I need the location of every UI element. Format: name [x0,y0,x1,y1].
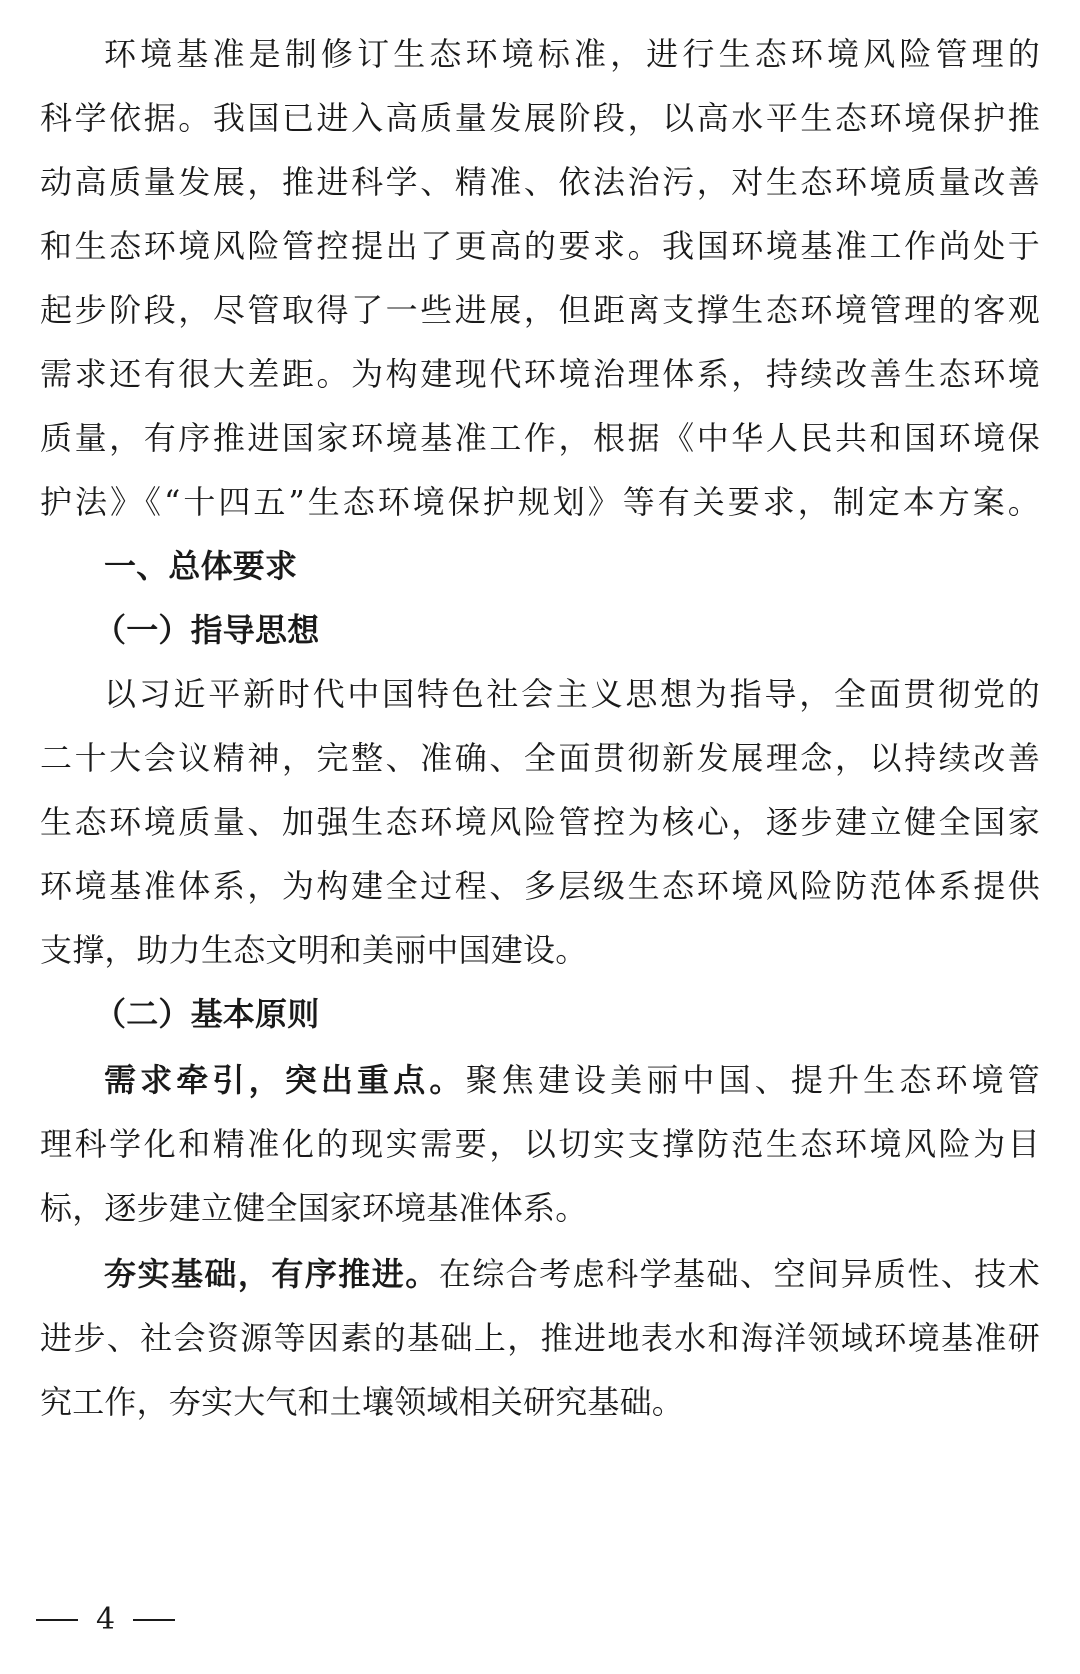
principle-1-line-2: 理科学化和精准化的现实需要，以切实支撑防范生态环境风险为目 [40,1125,1040,1163]
intro-line-6: 需求还有很大差距。为构建现代环境治理体系，持续改善生态环境 [40,355,1040,393]
page-number: 4 [96,1602,116,1637]
guiding-line-5: 支撑，助力生态文明和美丽中国建设。 [40,931,588,969]
principle-2-first-text: 在综合考虑科学基础、空间异质性、技术 [438,1255,1040,1293]
footer-dash-left [36,1619,78,1621]
section-heading: 一、总体要求 [104,547,298,585]
guiding-line-3: 生态环境质量、加强生态环境风险管控为核心，逐步建立健全国家 [40,803,1040,841]
intro-line-4: 和生态环境风险管控提出了更高的要求。我国环境基准工作尚处于 [40,227,1040,265]
principle-1-lead: 需求牵引，突出重点。 [104,1061,466,1099]
guiding-line-4: 环境基准体系，为构建全过程、多层级生态环境风险防范体系提供 [40,867,1040,905]
intro-line-1: 环境基准是制修订生态环境标准，进行生态环境风险管理的 [104,35,1040,73]
intro-line-7: 质量，有序推进国家环境基准工作，根据《中华人民共和国环境保 [40,419,1040,457]
principle-2-line-2: 进步、社会资源等因素的基础上，推进地表水和海洋领域环境基准研 [40,1319,1040,1357]
intro-line-5: 起步阶段，尽管取得了一些进展，但距离支撑生态环境管理的客观 [40,291,1040,329]
intro-line-2: 科学依据。我国已进入高质量发展阶段，以高水平生态环境保护推 [40,99,1040,137]
principle-1-first-text: 聚焦建设美丽中国、提升生态环境管 [465,1061,1040,1099]
footer-dash-right [133,1619,175,1621]
guiding-line-2: 二十大会议精神，完整、准确、全面贯彻新发展理念，以持续改善 [40,739,1040,777]
intro-line-3: 动高质量发展，推进科学、精准、依法治污，对生态环境质量改善 [40,163,1040,201]
page-footer [36,1600,175,1640]
guiding-line-1: 以习近平新时代中国特色社会主义思想为指导，全面贯彻党的 [104,675,1040,713]
intro-line-8: 护法》《“十四五”生态环境保护规划》等有关要求，制定本方案。 [40,483,1040,521]
subsection-heading-basic-principles: （二）基本原则 [94,995,320,1033]
principle-1-line-1 [104,1048,1040,1112]
principle-1-line-3: 标，逐步建立健全国家环境基准体系。 [40,1189,588,1227]
principle-2-lead: 夯实基础，有序推进。 [104,1255,439,1293]
subsection-heading-guiding-ideology: （一）指导思想 [94,611,320,649]
principle-2-line-3: 究工作，夯实大气和土壤领域相关研究基础。 [40,1383,685,1421]
principle-2-line-1 [104,1242,1040,1306]
